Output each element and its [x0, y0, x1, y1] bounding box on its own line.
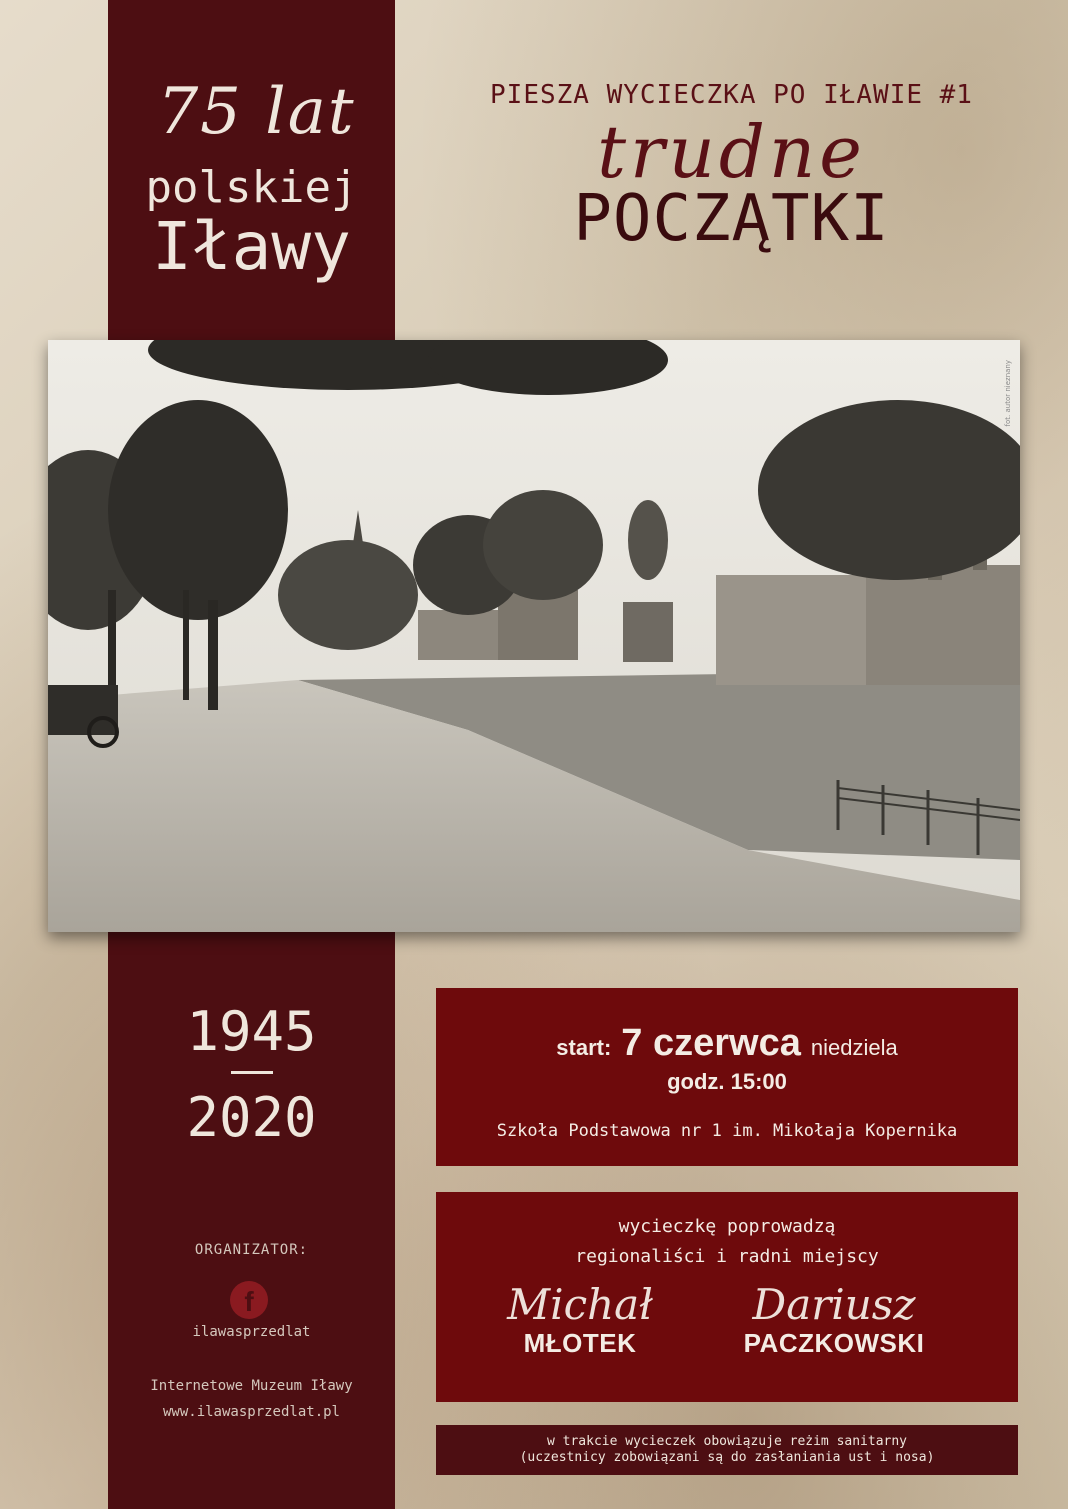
sanitary-notice-box — [436, 1425, 1018, 1475]
guides-lead-line1: wycieczkę poprowadzą — [618, 1216, 836, 1237]
historic-street-scene — [48, 340, 1020, 932]
photo-credit: fot. autor nieznany — [1004, 360, 1012, 427]
guide-1 — [460, 1280, 700, 1359]
social-handle[interactable]: ilawasprzedlat — [192, 1324, 311, 1340]
museum-name: Internetowe Muzeum Iławy — [150, 1378, 353, 1394]
anniversary-script: 75 lat — [157, 75, 356, 149]
year-divider — [231, 1071, 273, 1074]
event-day: niedziela — [810, 1035, 898, 1060]
historic-photo — [48, 340, 1020, 932]
guide-2-first-name: Dariusz — [752, 1280, 916, 1329]
guides-lead — [436, 1212, 1018, 1272]
sanitary-notice-line1: w trakcie wycieczek obowiązuje reżim sanitarny — [546, 1434, 908, 1449]
guide-1-first-name: Michał — [507, 1280, 653, 1329]
year-start: 1945 — [186, 1000, 317, 1063]
organizer-info — [108, 1373, 395, 1425]
event-place: Szkoła Podstawowa nr 1 im. Mikołaja Kopernika — [496, 1121, 958, 1141]
start-line — [436, 1022, 1018, 1065]
anniversary-title — [108, 70, 395, 285]
sanitary-notice-line2: (uczestnicy zobowiązani są do zasłaniania ust i nosa) — [519, 1450, 935, 1465]
facebook-icon[interactable]: f — [230, 1281, 268, 1319]
guides-lead-line2: regionaliści i radni miejscy — [575, 1246, 879, 1267]
organizer-label: ORGANIZATOR: — [194, 1242, 309, 1258]
poster-script-title: trudne — [597, 110, 866, 194]
guide-2-surname: PACZKOWSKI — [743, 1328, 925, 1358]
poster-main-title: POCZĄTKI — [573, 182, 890, 256]
poster-header — [395, 80, 1068, 256]
website-link[interactable]: www.ilawasprzedlat.pl — [162, 1404, 340, 1420]
poster-subtitle: PIESZA WYCIECZKA PO IŁAWIE #1 — [490, 80, 973, 110]
event-details-box — [436, 988, 1018, 1166]
guides-list — [436, 1280, 1018, 1384]
event-time: godz. 15:00 — [667, 1069, 787, 1094]
anniversary-line-ilawy: Iławy — [152, 208, 351, 285]
start-label: start: — [556, 1035, 612, 1060]
guide-2 — [714, 1280, 954, 1359]
sanitary-notice — [436, 1434, 1018, 1466]
guide-1-surname: MŁOTEK — [523, 1328, 637, 1358]
year-end: 2020 — [186, 1086, 317, 1149]
guides-box — [436, 1192, 1018, 1402]
event-date: 7 czerwca — [621, 1022, 801, 1064]
anniversary-line-polskiej: polskiej — [145, 162, 358, 213]
years-range — [108, 1000, 395, 1149]
